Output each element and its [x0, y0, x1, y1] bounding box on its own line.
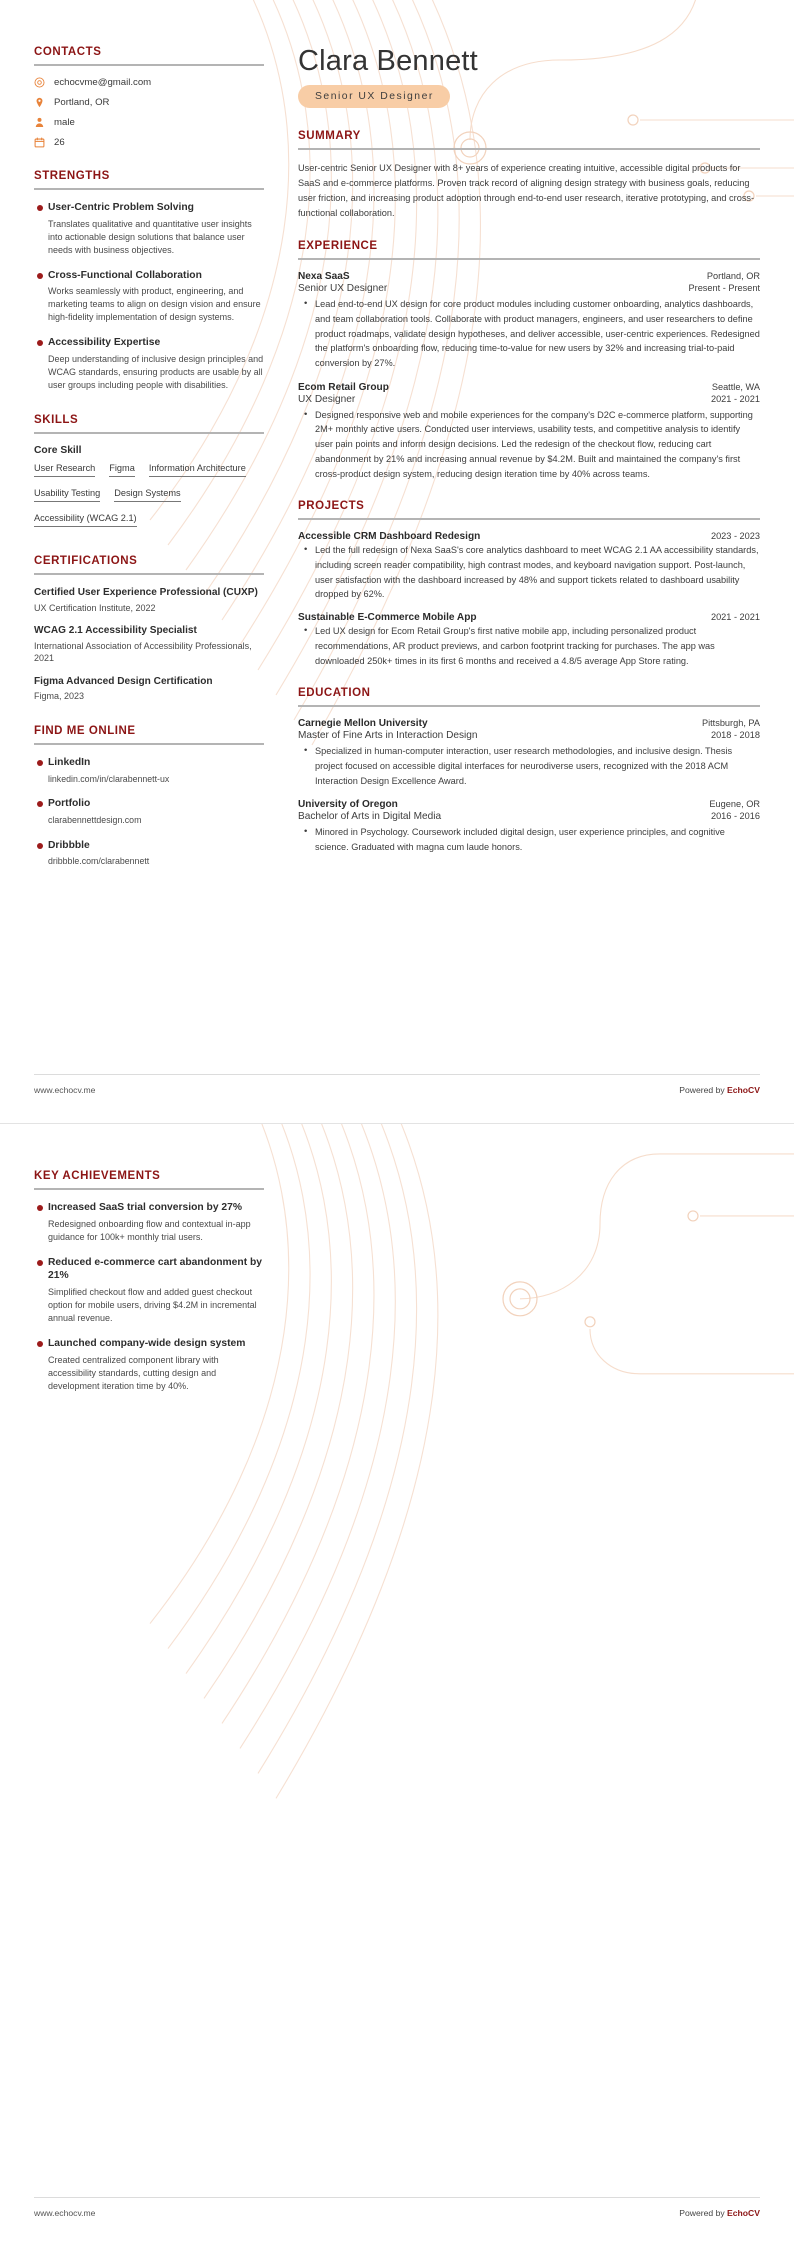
education-bullets: [298, 825, 760, 854]
education-location: Eugene, OR: [709, 799, 760, 810]
section-title-find-me-online: FIND ME ONLINE: [34, 725, 136, 738]
section-certifications: [34, 555, 264, 703]
section-divider: [34, 1188, 264, 1190]
project-date: 2023 - 2023: [710, 531, 760, 542]
section-divider: [34, 64, 264, 66]
list-item: [34, 839, 264, 868]
bullet-dot-icon: [34, 1201, 48, 1244]
footer-brand: EchoCV: [727, 2208, 760, 2218]
experience-entry: [298, 271, 760, 371]
strength-description: Works seamlessly with product, engineering, and marketing teams to align on design vision and ensure high-fidelity implementation of design systems.: [48, 286, 261, 323]
certification-name: Figma Advanced Design Certification: [34, 675, 213, 687]
role-badge: Senior UX Designer: [298, 85, 450, 108]
certification-item: [34, 624, 264, 665]
sidebar: [34, 46, 284, 1123]
bullet-item: • Led UX design for Ecom Retail Group's first native mobile app, including personalized product recommendations, AR product previews, and carbon footprint tracking for purchases. The app was downloaded 250k+ times in its first 6 months and received a 4.8/5 average App Store rating.: [309, 624, 760, 668]
strength-title: User-Centric Problem Solving: [48, 202, 194, 213]
experience-role: UX Designer: [298, 393, 356, 405]
section-title-key-achievements: KEY ACHIEVEMENTS: [34, 1170, 161, 1182]
footer-powered-by: [679, 1085, 760, 1095]
section-title-summary: SUMMARY: [298, 130, 361, 143]
education-degree: Master of Fine Arts in Interaction Design: [298, 730, 478, 742]
experience-entry: [298, 382, 760, 482]
section-divider: [34, 432, 264, 434]
bullet-dot-icon: [34, 797, 48, 826]
project-entry: [298, 612, 760, 668]
experience-organization: Nexa SaaS: [298, 271, 350, 283]
certification-meta: UX Certification Institute, 2022: [34, 602, 156, 613]
achievement-title: Increased SaaS trial conversion by 27%: [48, 1202, 243, 1213]
footer-powered-by: [679, 2208, 760, 2218]
section-title-skills: SKILLS: [34, 414, 79, 427]
bullet-dot-icon: [34, 336, 48, 392]
header-block: [298, 46, 760, 108]
contact-item-location: [34, 97, 264, 108]
list-item: [34, 1256, 264, 1325]
experience-date: 2021 - 2021: [710, 393, 760, 404]
strength-description: Deep understanding of inclusive design principles and WCAG standards, ensuring products are usable by all user groups including people with disabilities.: [48, 354, 264, 391]
strength-title: Accessibility Expertise: [48, 337, 161, 349]
footer-powered-prefix: Powered by: [679, 1085, 728, 1095]
skill-group-title: Core Skill: [34, 445, 82, 457]
strength-description: Translates qualitative and quantitative user insights into actionable design solutions that balance user needs with business objectives.: [48, 218, 252, 255]
project-name: Sustainable E-Commerce Mobile App: [298, 612, 477, 624]
bullet-dot-icon: [34, 1337, 48, 1393]
location-pin-icon: [34, 97, 45, 108]
section-divider: [34, 188, 264, 190]
education-entry: [298, 718, 760, 788]
education-date: 2018 - 2018: [710, 730, 760, 741]
education-school: University of Oregon: [298, 799, 398, 811]
footer-site-url[interactable]: www.echocv.me: [34, 1085, 96, 1095]
online-label-linkedin: LinkedIn: [48, 757, 91, 769]
certification-name: Certified User Experience Professional (CUXP): [34, 587, 258, 599]
skill-list: [34, 463, 264, 533]
online-url-dribbble[interactable]: dribbble.com/clarabennett: [48, 856, 150, 867]
contact-item-gender: [34, 117, 264, 128]
education-location: Pittsburgh, PA: [701, 718, 760, 729]
skill-chip: User Research: [34, 463, 95, 477]
bullet-dot-icon: [34, 839, 48, 868]
section-divider: [298, 705, 760, 707]
certification-meta: Figma, 2023: [34, 691, 85, 702]
section-divider: [298, 148, 760, 150]
contact-value-age: 26: [54, 137, 65, 148]
section-title-experience: EXPERIENCE: [298, 240, 378, 253]
section-contacts: [34, 46, 264, 148]
email-icon: [34, 77, 45, 88]
online-label-portfolio: Portfolio: [48, 798, 91, 810]
online-url-portfolio[interactable]: clarabennettdesign.com: [48, 814, 142, 825]
section-strengths: [34, 170, 264, 392]
section-divider: [34, 743, 264, 745]
achievements-list: [34, 1201, 264, 1393]
section-divider: [298, 258, 760, 260]
certification-item: [34, 586, 264, 614]
section-education: [298, 687, 760, 855]
page2-columns: [0, 1124, 794, 1415]
experience-bullets: [298, 408, 760, 482]
bullet-item: • Specialized in human-computer interaction, user research methodologies, and inclusive design. Thesis project focused on accessible digital interfaces for neurodiverse users, recognized with the 2018 ACM Interaction Design Excellence Award.: [309, 744, 760, 788]
section-key-achievements: [34, 1170, 264, 1393]
experience-date: Present - Present: [688, 283, 760, 294]
certification-meta: International Association of Accessibility Professionals, 2021: [34, 640, 252, 664]
list-item: [34, 269, 264, 325]
bullet-item: • Lead end-to-end UX design for core product modules including customer onboarding, analytics dashboards, and team collaboration tools. Collaborate with product managers, engineers, and user researchers to define product roadmaps, validate design hypotheses, and deliver accessible, user-centric experiences. Redesigned the platform's onboarding flow, reducing time-to-value for new users by 32% and increasing trial-to-paid conversion by 27%.: [309, 297, 760, 371]
experience-role: Senior UX Designer: [298, 283, 388, 295]
online-label-dribbble: Dribbble: [48, 839, 90, 851]
project-name: Accessible CRM Dashboard Redesign: [298, 531, 481, 543]
section-projects: [298, 500, 760, 668]
contact-item-age: [34, 137, 264, 148]
contact-value-location: Portland, OR: [54, 97, 110, 108]
section-title-certifications: CERTIFICATIONS: [34, 555, 138, 568]
section-title-contacts: CONTACTS: [34, 46, 102, 58]
bullet-item: • Led the full redesign of Nexa SaaS's core analytics dashboard to meet WCAG 2.1 AA accessibility standards, including screen reader compatibility, high contrast modes, and keyboard navigation support. Post-launch, user satisfaction with the dashboard increased by 48% and support tickets related to dashboard usability dropped by 62%.: [309, 543, 760, 602]
footer-divider: [34, 1074, 760, 1075]
page-footer: [34, 1085, 760, 1095]
achievement-description: Redesigned onboarding flow and contextual in-app guidance for 100k+ monthly trial users.: [48, 1218, 251, 1242]
bullet-dot-icon: [34, 269, 48, 325]
contact-value-gender: male: [54, 117, 75, 128]
strength-title: Cross-Functional Collaboration: [48, 269, 202, 281]
list-item: [34, 201, 264, 257]
bullet-dot-icon: [34, 756, 48, 785]
footer-powered-prefix: Powered by: [679, 2208, 728, 2218]
main-content: [284, 46, 760, 1123]
achievement-description: Simplified checkout flow and added guest checkout option for mobile users, driving $4.2M in incremental annual revenue.: [48, 1286, 257, 1323]
footer-divider: [34, 2197, 760, 2198]
certification-name: WCAG 2.1 Accessibility Specialist: [34, 625, 197, 637]
experience-organization: Ecom Retail Group: [298, 381, 389, 393]
section-title-strengths: STRENGTHS: [34, 170, 110, 182]
resume-page-2: [0, 1123, 794, 2246]
education-entry: [298, 799, 760, 854]
bullet-dot-icon: [34, 201, 48, 257]
list-item: [34, 756, 264, 785]
experience-bullets: [298, 297, 760, 371]
online-url-linkedin[interactable]: linkedin.com/in/clarabennett-ux: [48, 773, 170, 784]
project-bullets: [298, 624, 760, 668]
skill-chip: Usability Testing: [34, 488, 100, 502]
contact-item-email: [34, 77, 264, 88]
experience-location: Portland, OR: [706, 271, 760, 282]
strengths-list: [34, 201, 264, 392]
education-degree: Bachelor of Arts in Digital Media: [298, 811, 442, 823]
skill-chip: Accessibility (WCAG 2.1): [34, 513, 137, 527]
achievement-title: Reduced e-commerce cart abandonment by 21%: [48, 1256, 263, 1282]
section-skills: [34, 414, 264, 533]
section-summary: [298, 130, 760, 221]
calendar-icon: [34, 137, 45, 148]
section-title-projects: PROJECTS: [298, 500, 365, 513]
online-list: [34, 756, 264, 868]
section-experience: [298, 240, 760, 481]
section-divider: [34, 573, 264, 575]
page-footer: [34, 2208, 760, 2218]
footer-site-url[interactable]: www.echocv.me: [34, 2208, 96, 2218]
section-title-education: EDUCATION: [298, 687, 371, 700]
section-find-me-online: [34, 725, 264, 868]
bullet-dot-icon: [34, 1256, 48, 1325]
section-divider: [298, 518, 760, 520]
project-date: 2021 - 2021: [710, 612, 760, 623]
education-date: 2016 - 2016: [710, 811, 760, 822]
skill-chip: Design Systems: [114, 488, 180, 502]
skill-chip: Figma: [109, 463, 135, 477]
achievement-title: Launched company-wide design system: [48, 1337, 246, 1349]
skill-chip: Information Architecture: [149, 463, 246, 477]
page-title: Clara Bennett: [298, 45, 478, 77]
sidebar-page-2: [34, 1170, 284, 1415]
project-entry: [298, 531, 760, 602]
person-icon: [34, 117, 45, 128]
achievement-description: Created centralized component library with accessibility standards, cutting design and development iteration time by 40%.: [48, 1354, 219, 1391]
experience-location: Seattle, WA: [711, 381, 760, 392]
bullet-item: • Minored in Psychology. Coursework included digital design, user experience principles, and cognitive science. Graduated with magna cum laude honors.: [309, 825, 760, 854]
education-school: Carnegie Mellon University: [298, 718, 428, 730]
list-item: [34, 1201, 264, 1244]
list-item: [34, 1337, 264, 1393]
project-bullets: [298, 543, 760, 602]
footer-brand: EchoCV: [727, 1085, 760, 1095]
contact-value-email[interactable]: echocvme@gmail.com: [54, 77, 152, 88]
bullet-item: • Designed responsive web and mobile experiences for the company's D2C e-commerce platform, supporting 2M+ monthly active users. Conducted user interviews, usability tests, and competitive analysis to identify user pain points and inform design decisions. Led the redesign of the checkout flow, reducing cart abandonment by 21% and increasing annual revenue by $4.2M. Built and maintained the company's first cross-product design system, reducing design iteration time by 40% across teams.: [309, 408, 760, 482]
certification-item: [34, 675, 264, 703]
summary-text: User-centric Senior UX Designer with 8+ years of experience creating intuitive, accessible digital products for SaaS and e-commerce platforms. Proven track record of aligning design strategy with business goals, reducing user friction, and increasing product adoption through end-to-end user research, iterative prototyping, and cross-functional collaboration.: [298, 163, 755, 219]
main-content-page-2: [284, 1170, 760, 1415]
list-item: [34, 336, 264, 392]
education-bullets: [298, 744, 760, 788]
contact-list: [34, 77, 264, 148]
list-item: [34, 797, 264, 826]
